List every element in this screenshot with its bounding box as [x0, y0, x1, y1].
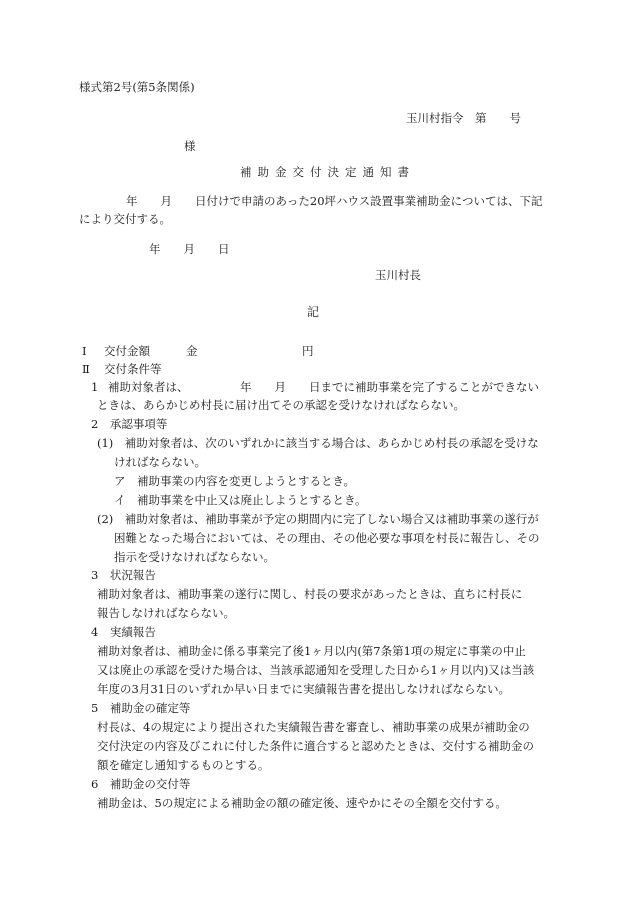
ki-heading: 記	[307, 305, 320, 319]
item-2-sub-1-a: ア 補助事業の内容を変更しようとするとき。	[114, 474, 356, 488]
intro-line-2: により交付する。	[79, 212, 171, 226]
document-number: 玉川村指令 第 号	[406, 111, 521, 125]
issuer: 玉川村長	[375, 268, 421, 282]
form-label: 様式第2号(第5条関係)	[79, 80, 195, 94]
item-6-heading: 6 補助金の交付等	[91, 777, 191, 791]
item-5-line-3: 額を確定し通知するものとする。	[97, 758, 270, 772]
item-3-line-2: 報告しなければならない。	[97, 606, 235, 620]
intro-line-1: 年 月 日付けで申請のあった20坪ハウス設置事業補助金については、下記	[126, 194, 543, 208]
section-1-number: Ⅰ	[82, 344, 87, 358]
item-6-line-1: 補助金は、5の規定による補助金の額の確定後、速やかにその全額を交付する。	[97, 796, 507, 810]
item-4-line-2: 又は廃止の承認を受けた場合は、当該承認通知を受理した日から1ヶ月以内)又は当該	[97, 663, 535, 677]
section-1-kin: 金	[186, 344, 198, 358]
item-2-heading: 2 承認事項等	[91, 417, 168, 431]
item-3-heading: 3 状況報告	[91, 568, 156, 582]
item-4-heading: 4 実績報告	[91, 625, 156, 639]
item-2-sub-1-line-2: ければならない。	[114, 455, 206, 469]
item-2-sub-2-line-3: 指示を受けなければならない。	[114, 550, 275, 564]
section-2-label: 交付条件等	[104, 362, 162, 376]
date-line: 年 月 日	[149, 242, 230, 256]
item-3-line-1: 補助対象者は、補助事業の遂行に関し、村長の要求があったときは、直ちに村長に	[97, 587, 523, 601]
item-1-line-2: ときは、あらかじめ村長に届け出てその承認を受けなければならない。	[97, 398, 465, 412]
item-4-line-1: 補助対象者は、補助金に係る事業完了後1ヶ月以内(第7条第1項の規定に事業の中止	[97, 644, 526, 658]
document-title: 補助金交付決定通知書	[240, 165, 415, 179]
item-4-line-3: 年度の3月31日のいずれか早い日までに実績報告書を提出しなければならない。	[97, 682, 510, 696]
item-2-sub-1-i: イ 補助事業を中止又は廃止しようとするとき。	[114, 493, 367, 507]
item-5-line-1: 村長は、4の規定により提出された実績報告書を審査し、補助事業の成果が補助金の	[97, 720, 530, 734]
item-5-heading: 5 補助金の確定等	[91, 701, 191, 715]
item-5-line-2: 交付決定の内容及びこれに付した条件に適合すると認めたときは、交付する補助金の	[97, 739, 534, 753]
item-2-sub-2-line-2: 困難となった場合においては、その理由、その他必要な事項を村長に報告し、その	[114, 531, 540, 545]
addressee: 様	[184, 139, 196, 153]
item-2-sub-1-line-1: (1) 補助対象者は、次のいずれかに該当する場合は、あらかじめ村長の承認を受けな	[97, 436, 539, 450]
section-1-yen: 円	[302, 344, 314, 358]
item-2-sub-2-line-1: (2) 補助対象者は、補助事業が予定の期間内に完了しない場合又は補助事業の遂行が	[97, 512, 539, 526]
item-1-line-1b: 年 月 日までに補助事業を完了することができない	[240, 380, 539, 394]
section-2-number: Ⅱ	[82, 362, 90, 376]
section-1-label: 交付金額	[104, 344, 150, 358]
item-1-number: 1	[91, 380, 99, 394]
item-1-line-1a: 補助対象者は、	[108, 380, 189, 394]
